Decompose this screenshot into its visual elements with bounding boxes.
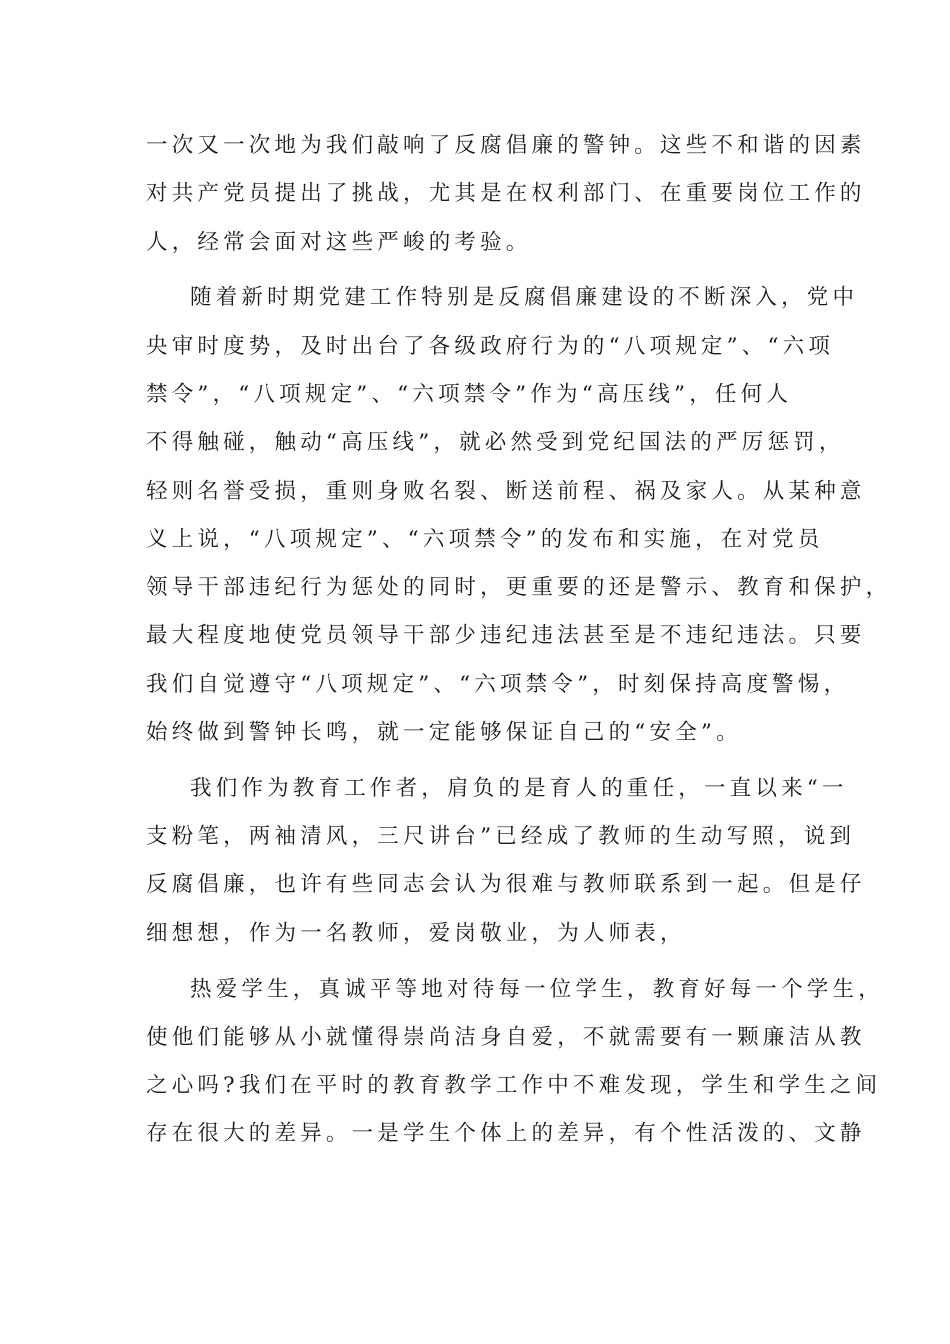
text-line: 我们自觉遵守“八项规定”、“六项禁令”，时刻保持高度警惕， (146, 671, 850, 697)
document-body (146, 130, 892, 1167)
text-line: 禁令”，“八项规定”、“六项禁令”作为“高压线”，任何人 (146, 381, 793, 407)
text-line: 领导干部违纪行为惩处的同时，更重要的还是警示、教育和保护， (146, 575, 892, 601)
paragraph-1 (146, 130, 866, 275)
text-line: 使他们能够从小就懂得崇尚洁身自爱，不就需要有一颗廉洁从教 (146, 1024, 866, 1050)
paragraph-3 (146, 773, 866, 966)
text-line: 之心吗?我们在平时的教育教学工作中不难发现，学生和学生之间 (146, 1073, 882, 1099)
text-line: 人，经常会面对这些严峻的考验。 (146, 229, 532, 255)
text-line: 存在很大的差异。一是学生个体上的差异，有个性活泼的、文静 (146, 1121, 866, 1147)
text-line: 反腐倡廉，也许有些同志会认为很难与教师联系到一起。但是仔 (146, 872, 866, 898)
text-line: 我们作为教育工作者，肩负的是育人的重任，一直以来“一 (190, 775, 848, 801)
paragraph-4 (146, 974, 884, 1167)
text-line: 不得触碰，触动“高压线”，就必然受到党纪国法的严厉惩罚， (146, 430, 845, 456)
text-line: 轻则名誉受损，重则身败名裂、断送前程、祸及家人。从某种意 (146, 478, 866, 504)
text-line: 央审时度势，及时出台了各级政府行为的“八项规定”、“六项 (146, 333, 835, 359)
text-line: 义上说，“八项规定”、“六项禁令”的发布和实施，在对党员 (146, 526, 824, 552)
text-line: 最大程度地使党员领导干部少违纪违法甚至是不违纪违法。只要 (146, 623, 866, 649)
text-line: 始终做到警钟长鸣，就一定能够保证自己的“安全”。 (146, 720, 742, 746)
text-line: 支粉笔，两袖清风，三尺讲台”已经成了教师的生动写照，说到 (146, 824, 856, 850)
text-line: 热爱学生，真诚平等地对待每一位学生，教育好每一个学生， (190, 976, 884, 1002)
text-line: 对共产党员提出了挑战，尤其是在权利部门、在重要岗位工作的 (146, 181, 866, 207)
text-line: 一次又一次地为我们敲响了反腐倡廉的警钟。这些不和谐的因素 (146, 133, 866, 158)
text-line: 细想想，作为一名教师，爱岗敬业，为人师表， (146, 920, 686, 946)
text-line: 随着新时期党建工作特别是反腐倡廉建设的不断深入，党中 (190, 285, 859, 311)
paragraph-2 (146, 282, 892, 765)
